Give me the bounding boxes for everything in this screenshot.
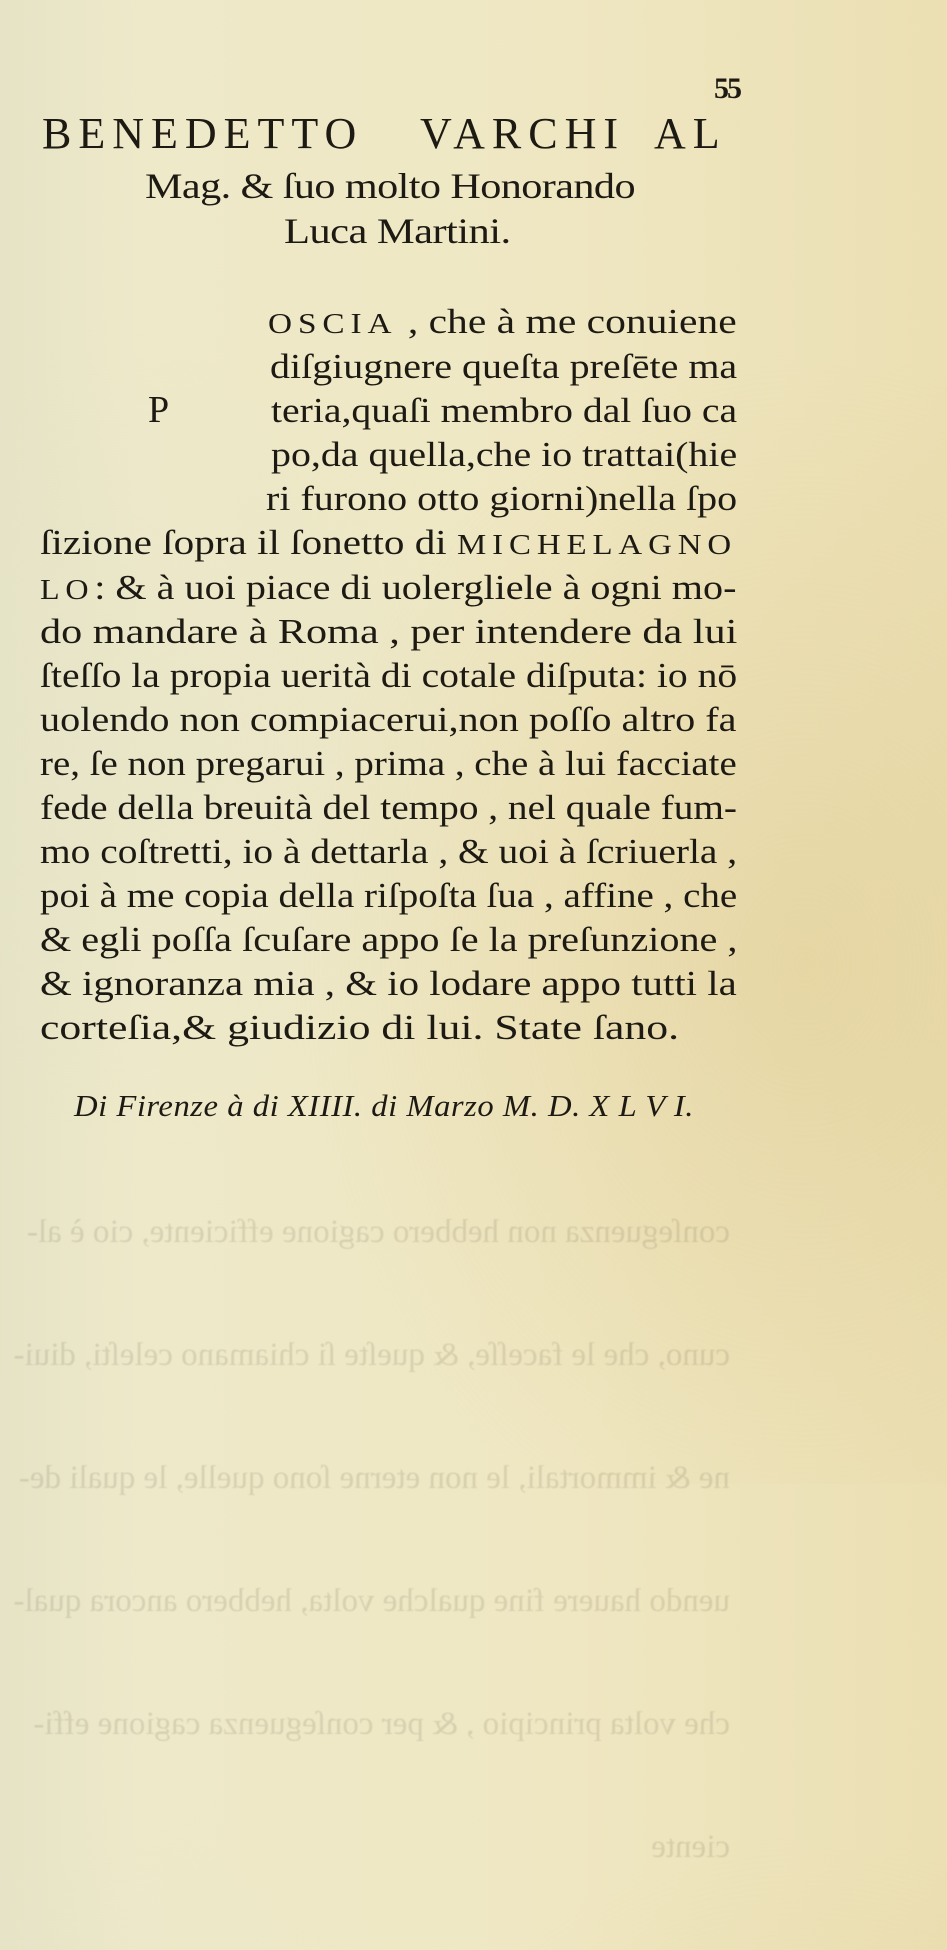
text-line: mo coſtretti, io à dettarla , & uoi à ſcriuerla , — [40, 832, 738, 871]
subheading-line-2: Luca Martini. — [284, 211, 511, 251]
text-line: re, ſe non pregarui , prima , che à lui facciate — [40, 744, 737, 783]
bleed-line: cuno, che le faceſſe, & queſte ſi chiamano celeſti, diui- — [13, 1337, 730, 1373]
page-number: 55 — [714, 72, 740, 105]
subheading-line-1: Mag. & ſuo molto Honorando — [145, 166, 635, 206]
bleed-line: ciente — [651, 1829, 730, 1865]
text-line: uolendo non compiacerui,non poſſo altro fa — [40, 700, 737, 739]
text-line: & egli poſſa ſcuſare appo ſe la preſunzione , — [40, 920, 738, 959]
drop-cap: P — [148, 389, 170, 431]
bleed-line: che volta principio , & per conſeguenza cagione effi- — [33, 1706, 730, 1742]
bleed-line: ne & immortali, le non eterne ſono quelle, le quali de- — [18, 1460, 730, 1496]
text-run: : & à uoi piace di uolergliele à ogni mo- — [94, 568, 737, 607]
bleed-line: conſeguenza non hebbero cagione efficiente, cio è al- — [26, 1214, 730, 1250]
text-line: ſteſſo la propia uerità di cotale diſputa: io nō — [40, 656, 738, 695]
text-line: teria,quaſi membro dal ſuo ca — [271, 391, 738, 430]
text-line: do mandare à Roma , per intendere da lui — [40, 612, 738, 651]
text-line: corteſia,& giudizio di lui. State ſano. — [40, 1008, 680, 1047]
text-line: & ignoranza mia , & io lodare appo tutti la — [40, 964, 737, 1003]
text-line: diſgiugnere queſta preſēte ma — [270, 347, 738, 386]
text-line: poi à me copia della riſpoſta ſua , affine , che — [40, 876, 738, 915]
text-line — [40, 566, 736, 613]
text-line: po,da quella,che io trattai(hie — [271, 435, 738, 474]
text-line — [40, 521, 737, 568]
heading-word: BENEDETTO — [42, 109, 364, 158]
dateline: Di Firenze à di XIIII. di Marzo M. D. X L V I. — [74, 1088, 694, 1123]
bleed-through-text — [10, 1130, 730, 1950]
smallcaps-word: MICHELAGNO — [457, 530, 738, 561]
smallcaps-word: OSCIA — [268, 309, 398, 340]
text-line — [268, 300, 737, 347]
heading-word: AL — [654, 109, 727, 158]
text-line: fede della breuità del tempo , nel quale fum- — [40, 788, 737, 827]
bleed-line: uendo hauere fine qualche volta, hebbero ancora qual- — [13, 1583, 730, 1619]
text-run: ſizione ſopra il ſonetto di — [40, 523, 458, 562]
text-line: ri furono otto giorni)nella ſpo — [266, 479, 738, 518]
heading-word: VARCHI — [420, 109, 626, 158]
text-run: , che à me conuiene — [397, 302, 737, 341]
smallcaps-word: LO — [40, 575, 95, 606]
